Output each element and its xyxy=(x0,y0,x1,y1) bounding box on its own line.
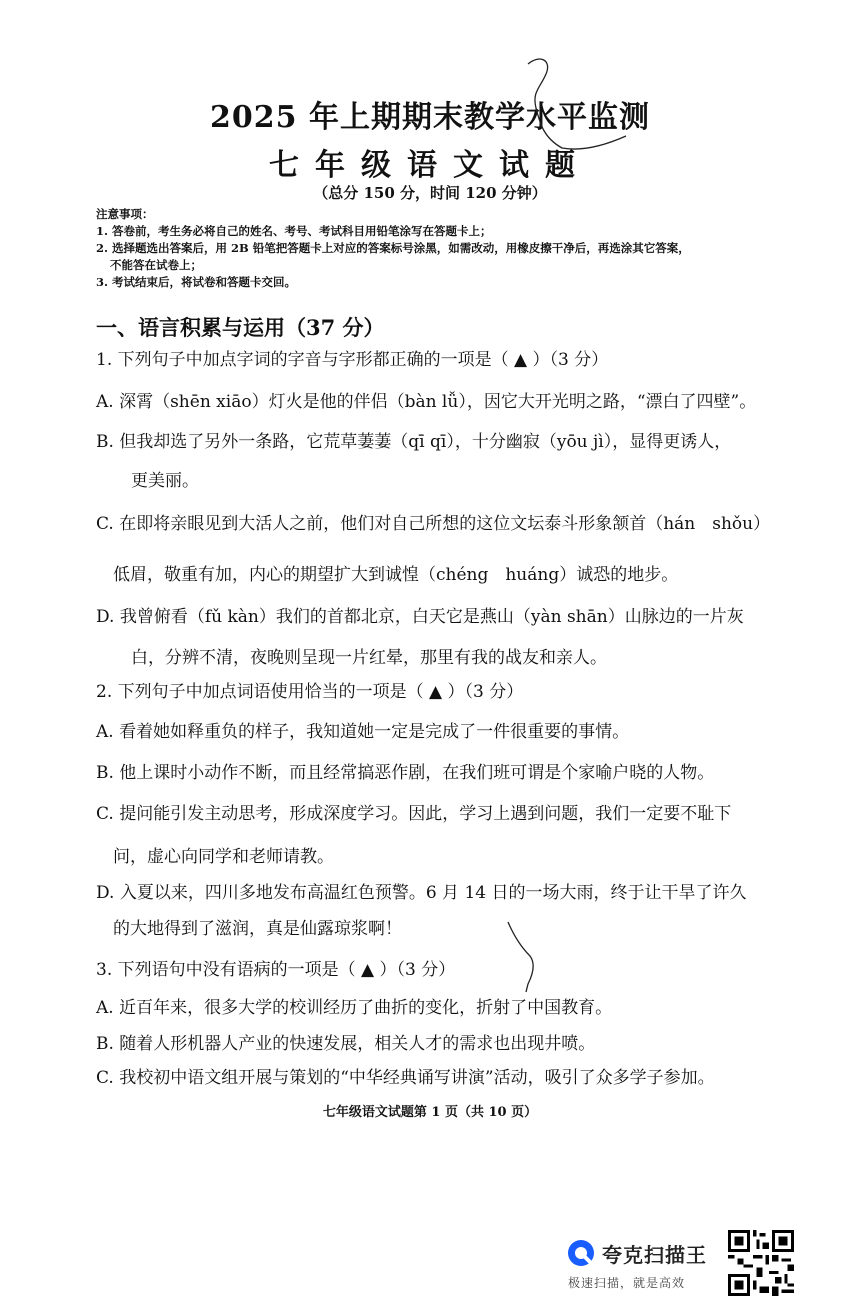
notes-item: 3. 考试结束后，将试卷和答题卡交回。 xyxy=(96,275,297,289)
scanner-watermark xyxy=(566,1236,726,1296)
score-info: （总分 150 分，时间 120 分钟） xyxy=(313,184,547,202)
notes-item: 1. 答卷前，考生务必将自己的姓名、考号、考试科目用铅笔涂写在答题卡上； xyxy=(96,224,492,238)
question-2-stem: 2. 下列句子中加点词语使用恰当的一项是（ ▲ ）（3 分） xyxy=(96,682,524,702)
question-1-option-d-cont: 白，分辨不清，夜晚则呈现一片红晕，那里有我的战友和亲人。 xyxy=(131,648,607,668)
question-1-option-c-cont: 低眉，敬重有加，内心的期望扩大到诚惶（chéng huáng）诚恐的地步。 xyxy=(113,565,679,585)
question-2-option-b: B. 他上课时小动作不断，而且经常搞恶作剧，在我们班可谓是个家喻户晓的人物。 xyxy=(96,763,715,783)
question-1-option-b-cont: 更美丽。 xyxy=(131,471,199,491)
page-footer: 七年级语文试题第 1 页（共 10 页） xyxy=(322,1105,538,1120)
question-3-option-b: B. 随着人形机器人产业的快速发展，相关人才的需求也出现井喷。 xyxy=(96,1034,596,1054)
question-2-option-c-cont: 问，虚心向同学和老师请教。 xyxy=(113,847,334,867)
question-2-option-a: A. 看着她如释重负的样子，我知道她一定是完成了一件很重要的事情。 xyxy=(96,722,630,742)
brand-name: 夸克扫描王 xyxy=(602,1243,707,1267)
notes-title: 注意事项： xyxy=(96,207,154,221)
notes-block xyxy=(96,206,766,291)
question-1-option-a: A. 深霄（shēn xiāo）灯火是他的伴侣（bàn lǚ），因它大开光明之路，“漂白了四壁”。 xyxy=(96,392,757,412)
qr-code-icon xyxy=(728,1230,794,1296)
quark-logo-icon xyxy=(566,1238,596,1268)
question-1-stem: 1. 下列句子中加点字词的字音与字形都正确的一项是（ ▲ ）（3 分） xyxy=(96,350,609,370)
brand-slogan: 极速扫描，就是高效 xyxy=(568,1276,686,1290)
question-2-option-d-cont: 的大地得到了滋润，真是仙露琼浆啊！ xyxy=(113,919,402,939)
subject-title: 七年级语文试题 xyxy=(269,148,591,183)
question-1-option-c: C. 在即将亲眼见到大活人之前，他们对自己所想的这位文坛泰斗形象颔首（hán shǒu） xyxy=(96,514,771,534)
pen-check-mark xyxy=(500,918,560,998)
question-3-option-a: A. 近百年来，很多大学的校训经历了曲折的变化，折射了中国教育。 xyxy=(96,998,613,1018)
question-1-option-b: B. 但我却选了另外一条路，它荒草萋萋（qī qī），十分幽寂（yōu jì），显得更诱人， xyxy=(96,432,732,452)
question-1-option-d: D. 我曾俯看（fǔ kàn）我们的首都北京，白天它是燕山（yàn shān）山脉边的一片灰 xyxy=(96,607,744,627)
question-3-stem: 3. 下列语句中没有语病的一项是（ ▲ ）（3 分） xyxy=(96,960,456,980)
question-3-option-c: C. 我校初中语文组开展与策划的“中华经典诵写讲演”活动，吸引了众多学子参加。 xyxy=(96,1068,715,1088)
question-2-option-d: D. 入夏以来，四川多地发布高温红色预警。6 月 14 日的一场大雨，终于让干旱了许久 xyxy=(96,883,747,903)
question-2-option-c: C. 提问能引发主动思考，形成深度学习。因此，学习上遇到问题，我们一定要不耻下 xyxy=(96,804,732,824)
notes-item: 2. 选择题选出答案后，用 2B 铅笔把答题卡上对应的答案标号涂黑，如需改动，用橡皮擦干净后，再选涂其它答案， xyxy=(96,241,690,255)
section-heading: 一、语言积累与运用（37 分） xyxy=(96,315,385,340)
exam-title: 2025 年上期期末教学水平监测 xyxy=(210,100,650,135)
notes-item: 不能答在试卷上； xyxy=(110,258,202,272)
